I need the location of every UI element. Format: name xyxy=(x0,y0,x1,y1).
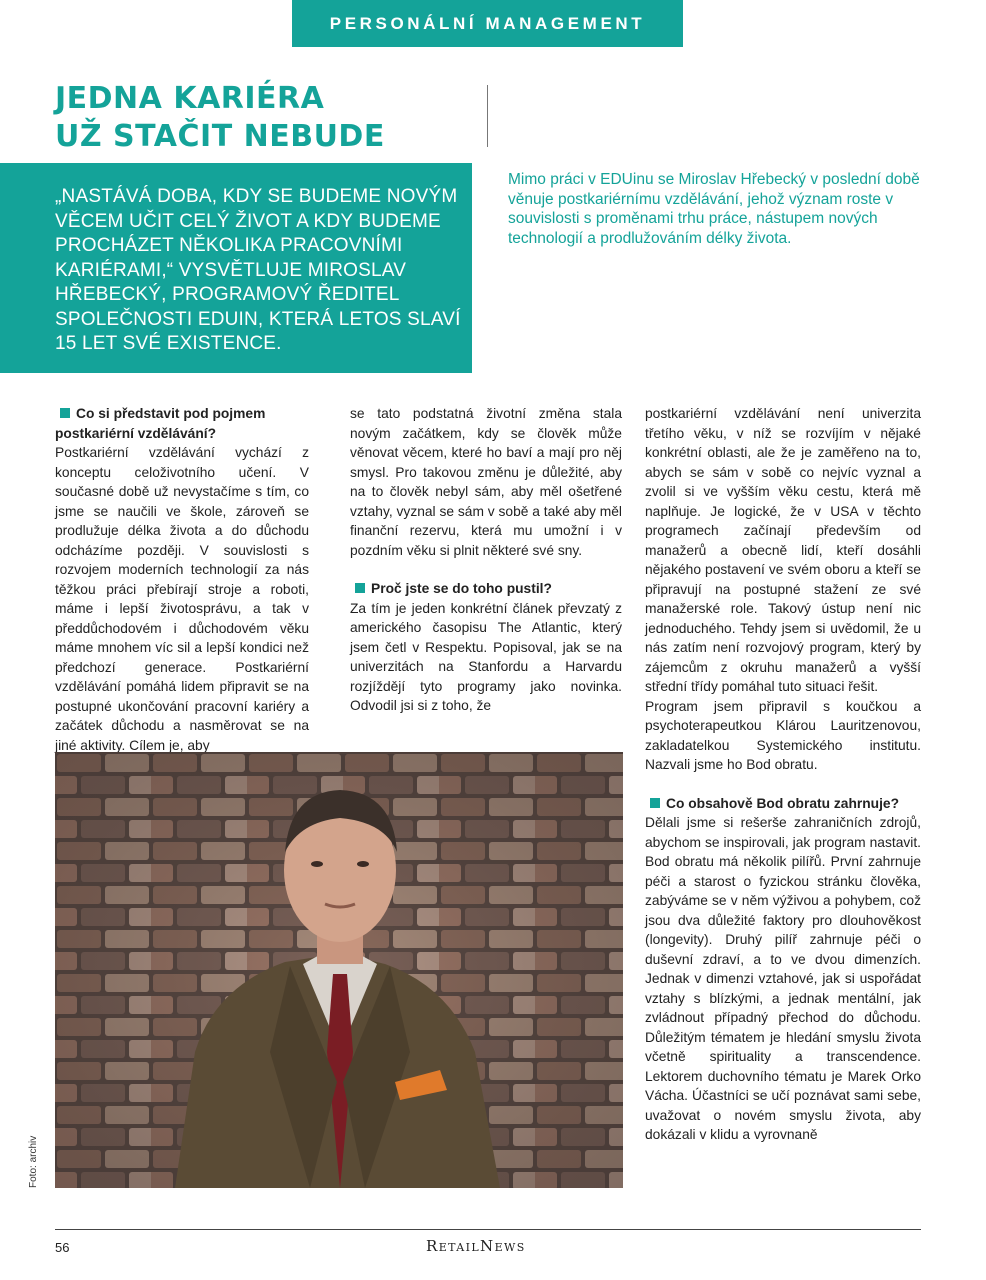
page-number: 56 xyxy=(55,1240,70,1255)
question-1-text: Co si představit pod pojmem postkariérní vzdělávání? xyxy=(55,406,266,441)
question-2-text: Proč jste se do toho pustil? xyxy=(371,581,552,596)
question-1 xyxy=(55,404,309,443)
answer-2-continued-2: Program jsem připravil s koučkou a psychoterapeutkou Klárou Lauritzenovou, zakladatelkou Systemického institutu. Nazvali jsme ho Bod obratu. xyxy=(645,698,921,772)
footer-divider xyxy=(55,1229,921,1230)
question-3 xyxy=(645,794,921,814)
portrait-photo xyxy=(55,752,623,1188)
masthead-logo: RetailNews xyxy=(426,1237,526,1255)
question-3-text: Co obsahově Bod obratu zahrnuje? xyxy=(666,795,900,811)
section-tag: PERSONÁLNÍ MANAGEMENT xyxy=(292,0,683,47)
column-1 xyxy=(55,404,309,755)
answer-2: Za tím je jeden konkrétní článek převzatý z amerického časopisu The Atlantic, který jsem četl v Respektu. Popisoval, jak se na univerzitách na Stanfordu a Harvardu rozjíždějí tyto programy jako novinka. Odvodil jsi si z toho, že xyxy=(350,600,622,713)
headline-divider xyxy=(487,85,488,147)
answer-2-continued: postkariérní vzdělávání není univerzita třetího věku, v níž se rozvíjím v nějaké konkrétní oblasti, ale že je zaměřeno na to, abych se sám v sobě co nejvíc vyznal a zvolil si ve vyšším věku cestu, která mě naplňuje. Je logické, že v USA v těchto programech začínají především od manažerů a obecně lidí, kteří dosáhli nějakého postavení ve svém oboru a kteří se připravují na postupné stažení ze své manažerské role. Takový ústup není nic jednoduchého. Tehdy jsem si uvědomil, že u nás zatím není rozvojový program, který by zájemcům z okruhu manažerů a vyšší střední třídy pomáhal tuto situaci řešit. xyxy=(645,406,921,694)
pull-quote: „NASTÁVÁ DOBA, KDY SE BUDEME NOVÝM VĚCEM UČIT CELÝ ŽIVOT A KDY BUDEME PROCHÁZET NĚKOLIKA PRACOVNÍMI KARIÉRAMI,“ VYSVĚTLUJE MIROSLAV HŘEBECKÝ, PROGRAMOVÝ ŘEDITEL SPOLEČNOSTI EDUIN, KTERÁ LETOS SLAVÍ 15 LET SVÉ EXISTENCE. xyxy=(55,186,461,354)
headline xyxy=(55,80,385,156)
headline-line-1: JEDNA KARIÉRA xyxy=(55,81,325,116)
question-bullet-icon xyxy=(60,408,70,418)
question-2 xyxy=(350,579,622,599)
answer-1: Postkariérní vzdělávání vychází z konceptu celoživotního učení. V současné době už nevystačíme s tím, co jsme se naučili ve škole, zároveň se prodlužuje délka života a do důchodu odcházíme později. V souvislosti s rozvojem moderních technologií za nás těžkou práci přebírají stroje a roboti, máme i lepší životosprávu, a tak v předdůchodovém i důchodovém věku máme mnohem víc sil a lepší kondici než předchozí generace. Postkariérní vzdělávání pomáhá lidem připravit se na postupné ukončování pracovní kariéry a začátek důchodu a nasměrovat se na jiné aktivity. Cílem je, aby xyxy=(55,445,309,753)
portrait-illustration xyxy=(55,752,623,1188)
answer-1-continued: se tato podstatná životní změna stala novým začátkem, kdy se člověk může věnovat věcem, které ho baví a mají pro něj smysl. Pro takovou změnu je důležité, aby na to člověk nebyl sám, aby měl ošetřené vztahy, vyznal se sám v sobě a také aby měl finanční rezervu, která mu umožní i v pozdním věku si plnit některé své sny. xyxy=(350,406,622,558)
column-2 xyxy=(350,404,622,716)
lead-paragraph: Mimo práci v EDUinu se Miroslav Hřebecký v poslední době věnuje postkariérnímu vzdělávání, jehož význam roste v souvislosti s proměnami trhu práce, nástupem nových technologií a prodlužováním délky života. xyxy=(508,171,920,247)
question-bullet-icon xyxy=(355,583,365,593)
photo-credit: Foto: archiv xyxy=(28,1135,39,1188)
answer-3: Dělali jsme si rešerše zahraničních zdrojů, abychom se inspirovali, jak program nastavit. Bod obratu má několik pilířů. První zahrnuje péči a starost o fyzickou stránku člověka, zabýváme se v něm výživou a pohybem, což jsou dva důležité faktory pro dlouhověkost (longevity). Druhý pilíř zahrnuje péči o duševní zdraví, a to ve dvou dimenzích. Jednak v dimenzi vztahové, jak si uspořádat vztahy s blízkými, a jednak mentální, jak zvládnout případný přechod do důchodu. Důležitým tématem je hledání smyslu života včetně spirituality a transcendence. Lektorem duchovního tématu je Marek Orko Vácha. Účastníci se učí poznávat sami sebe, uvažovat o novém smyslu života, aby dokázali v klidu a vyrovnaně xyxy=(645,815,921,1142)
column-3 xyxy=(645,404,921,1145)
headline-line-2: UŽ STAČIT NEBUDE xyxy=(55,119,385,154)
question-bullet-icon xyxy=(650,798,660,808)
